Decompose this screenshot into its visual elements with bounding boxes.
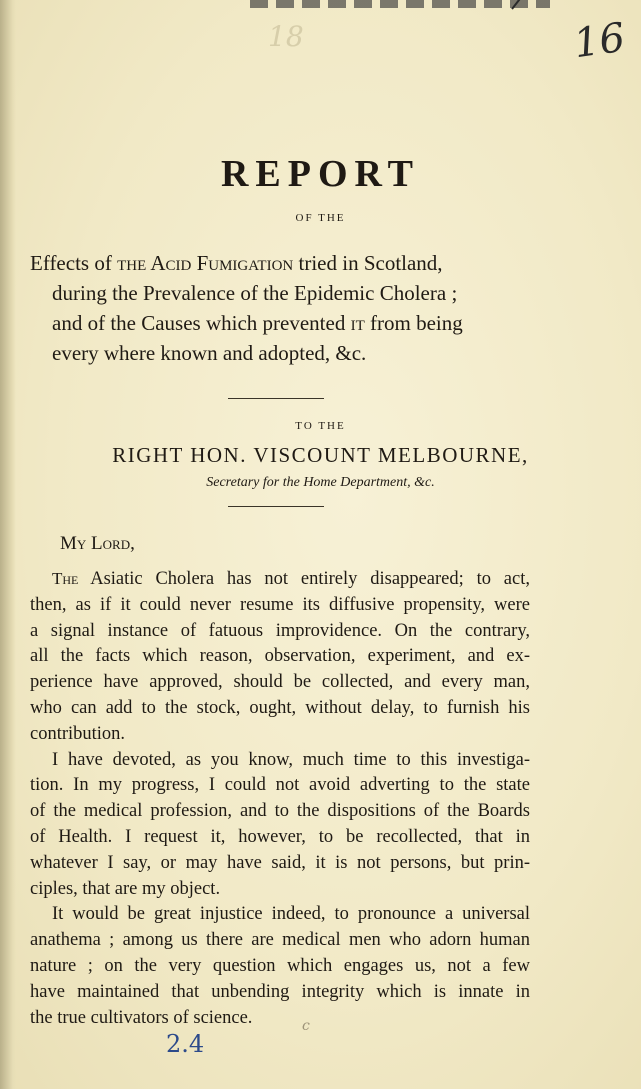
subtitle-line [30,278,540,308]
manuscript-bottom-note: 2.4 [166,1030,205,1058]
faint-manuscript-number: 18 [268,20,304,53]
body-line: whatever I say, or may have said, it is not persons, but prin- [30,852,530,873]
subtitle-text: during the Prevalence of the Epidemic Cholera ; [52,281,458,305]
addressee-name: RIGHT HON. VISCOUNT MELBOURNE, [112,443,529,467]
body-line: of the medical profession, and to the dispositions of the Boards [30,801,530,822]
subtitle-text: Effects of [30,251,118,275]
body-line: who can add to the stock, ought, without delay, to furnish his [30,697,530,718]
body-line: ciples, that are my object. [30,878,221,899]
report-title: REPORT [220,153,420,195]
subtitle-text: every where known and adopted, &c. [52,341,367,365]
body-line [30,566,530,593]
body-line: anathema ; among us there are medical men who adorn human [30,930,530,951]
body-line: contribution. [30,723,126,744]
top-ink-marks [250,0,550,8]
body-line: I have devoted, as you know, much time to this investiga- [52,749,530,770]
body-line-text: Asiatic Cholera has not entirely disappeared; to act, [78,569,530,589]
body-line: all the facts which reason, observation, experiment, and ex- [30,646,530,667]
report-subtitle [30,248,540,368]
salutation: My Lord, [60,533,135,554]
body-line: the true cultivators of science. [30,1007,253,1028]
letter-body [30,566,530,1031]
addressee-office: Secretary for the Home Department, &c. [206,475,435,490]
body-line: perience have approved, should be collected, and every man, [30,672,530,693]
subtitle-line [30,338,540,368]
body-line: It would be great injustice indeed, to pronounce a universal [52,904,530,925]
subtitle-smallcaps: it [350,311,365,335]
manuscript-page-number: 16 [571,14,628,68]
of-the-label: OF THE [295,212,346,224]
body-line: a signal instance of fatuous improvidence. On the contrary, [30,620,530,641]
divider-rule [228,506,324,507]
body-line: nature ; on the very question which engages us, not a few [30,955,530,976]
subtitle-line [30,248,540,278]
subtitle-line [30,308,540,338]
subtitle-text: and of the Causes which prevented [52,311,351,335]
divider-rule [228,398,324,399]
small-ink-mark: c [302,1018,310,1034]
paragraph-lead-word: The [52,569,79,588]
subtitle-text: tried in Scotland, [293,251,443,275]
body-line: of Health. I request it, however, to be recollected, that in [30,826,530,847]
subtitle-text: from being [364,311,463,335]
to-the-label: TO THE [295,420,346,432]
subtitle-smallcaps: the Acid Fumigation [117,251,294,275]
body-line: then, as if it could never resume its diffusive propensity, were [30,594,530,615]
body-line: have maintained that unbending integrity which is innate in [30,981,530,1002]
body-line: tion. In my progress, I could not avoid adverting to the state [30,775,530,796]
